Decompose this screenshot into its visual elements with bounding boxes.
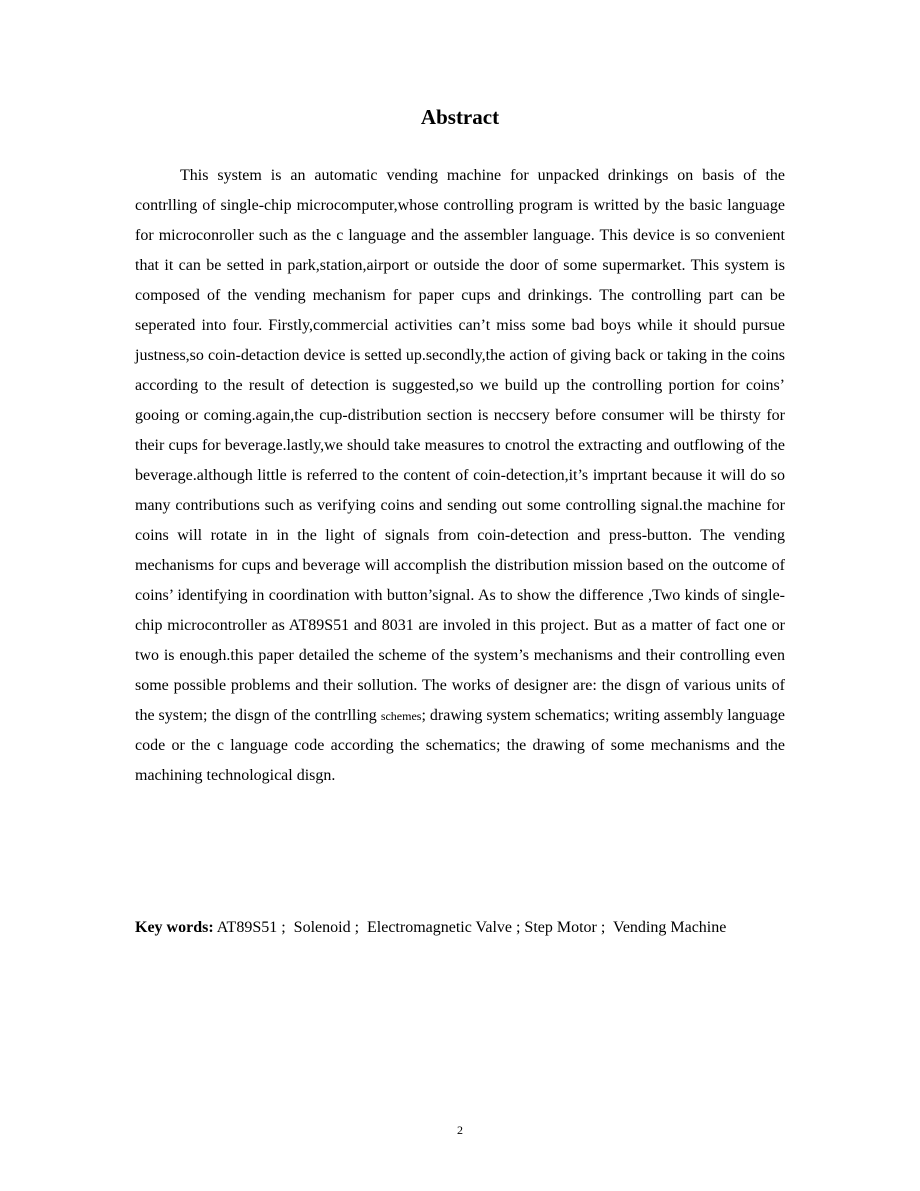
keywords-list: AT89S51 ; Solenoid ; Electromagnetic Valve ; Step Motor ; Vending Machine bbox=[213, 919, 727, 936]
keywords-label: Key words: bbox=[135, 919, 214, 936]
abstract-title: Abstract bbox=[420, 105, 500, 129]
abstract-text: This system is an automatic vending machine for unpacked drinkings on basis of the contrlling of single-chip microcomputer,whose controlling program is writted by the basic language for microconroller such as the c language and the assembler language. This device is so convenient that it can be setted in park,station,airport or outside the door of some supermarket. This system is composed of the vending mechanism for paper cups and drinkings. The controlling part can be seperated into four. Firstly,commercial activities can’t miss some bad boys while it should pursue justness,so coin-detaction device is setted up.secondly,the action of giving back or taking in the coins according to the result of detection is suggested,so we build up the controlling portion for coins’ gooing or coming.again,the cup-distribution section is neccsery before consumer will be thirsty for their cups for beverage.lastly,we should take measures to cnotrol the extracting and outflowing of the beverage.although little is referred to the content of coin-detection,it’s imprtant because it will do so many contributions such as verifying coins and sending out some controlling signal.the machine for coins will rotate in in the light of signals from coin-detection and press-button. The vending mechanisms for cups and beverage will accomplish the distribution mission based on the outcome of coins’ identifying in coordination with button’signal. As to show the difference ,Two kinds of single-chip microcontroller as AT89S51 and 8031 are involed in this project. But as a matter of fact one or two is enough.this paper detailed the scheme of the system’s mechanisms and their controlling even some possible problems and their sollution. The works of designer are: the disgn of various units of the system; the disgn of the contrlling bbox=[135, 167, 785, 724]
abstract-small-word: schemes bbox=[380, 709, 422, 723]
abstract-text-end: ; drawing system schematics; writing assembly language code or the c language code according the schematics; the drawing of some mechanisms and the machining technological disgn. bbox=[135, 707, 785, 784]
keywords-paragraph bbox=[135, 913, 785, 943]
page-number: 2 bbox=[457, 1123, 463, 1137]
abstract-paragraph bbox=[135, 161, 785, 791]
